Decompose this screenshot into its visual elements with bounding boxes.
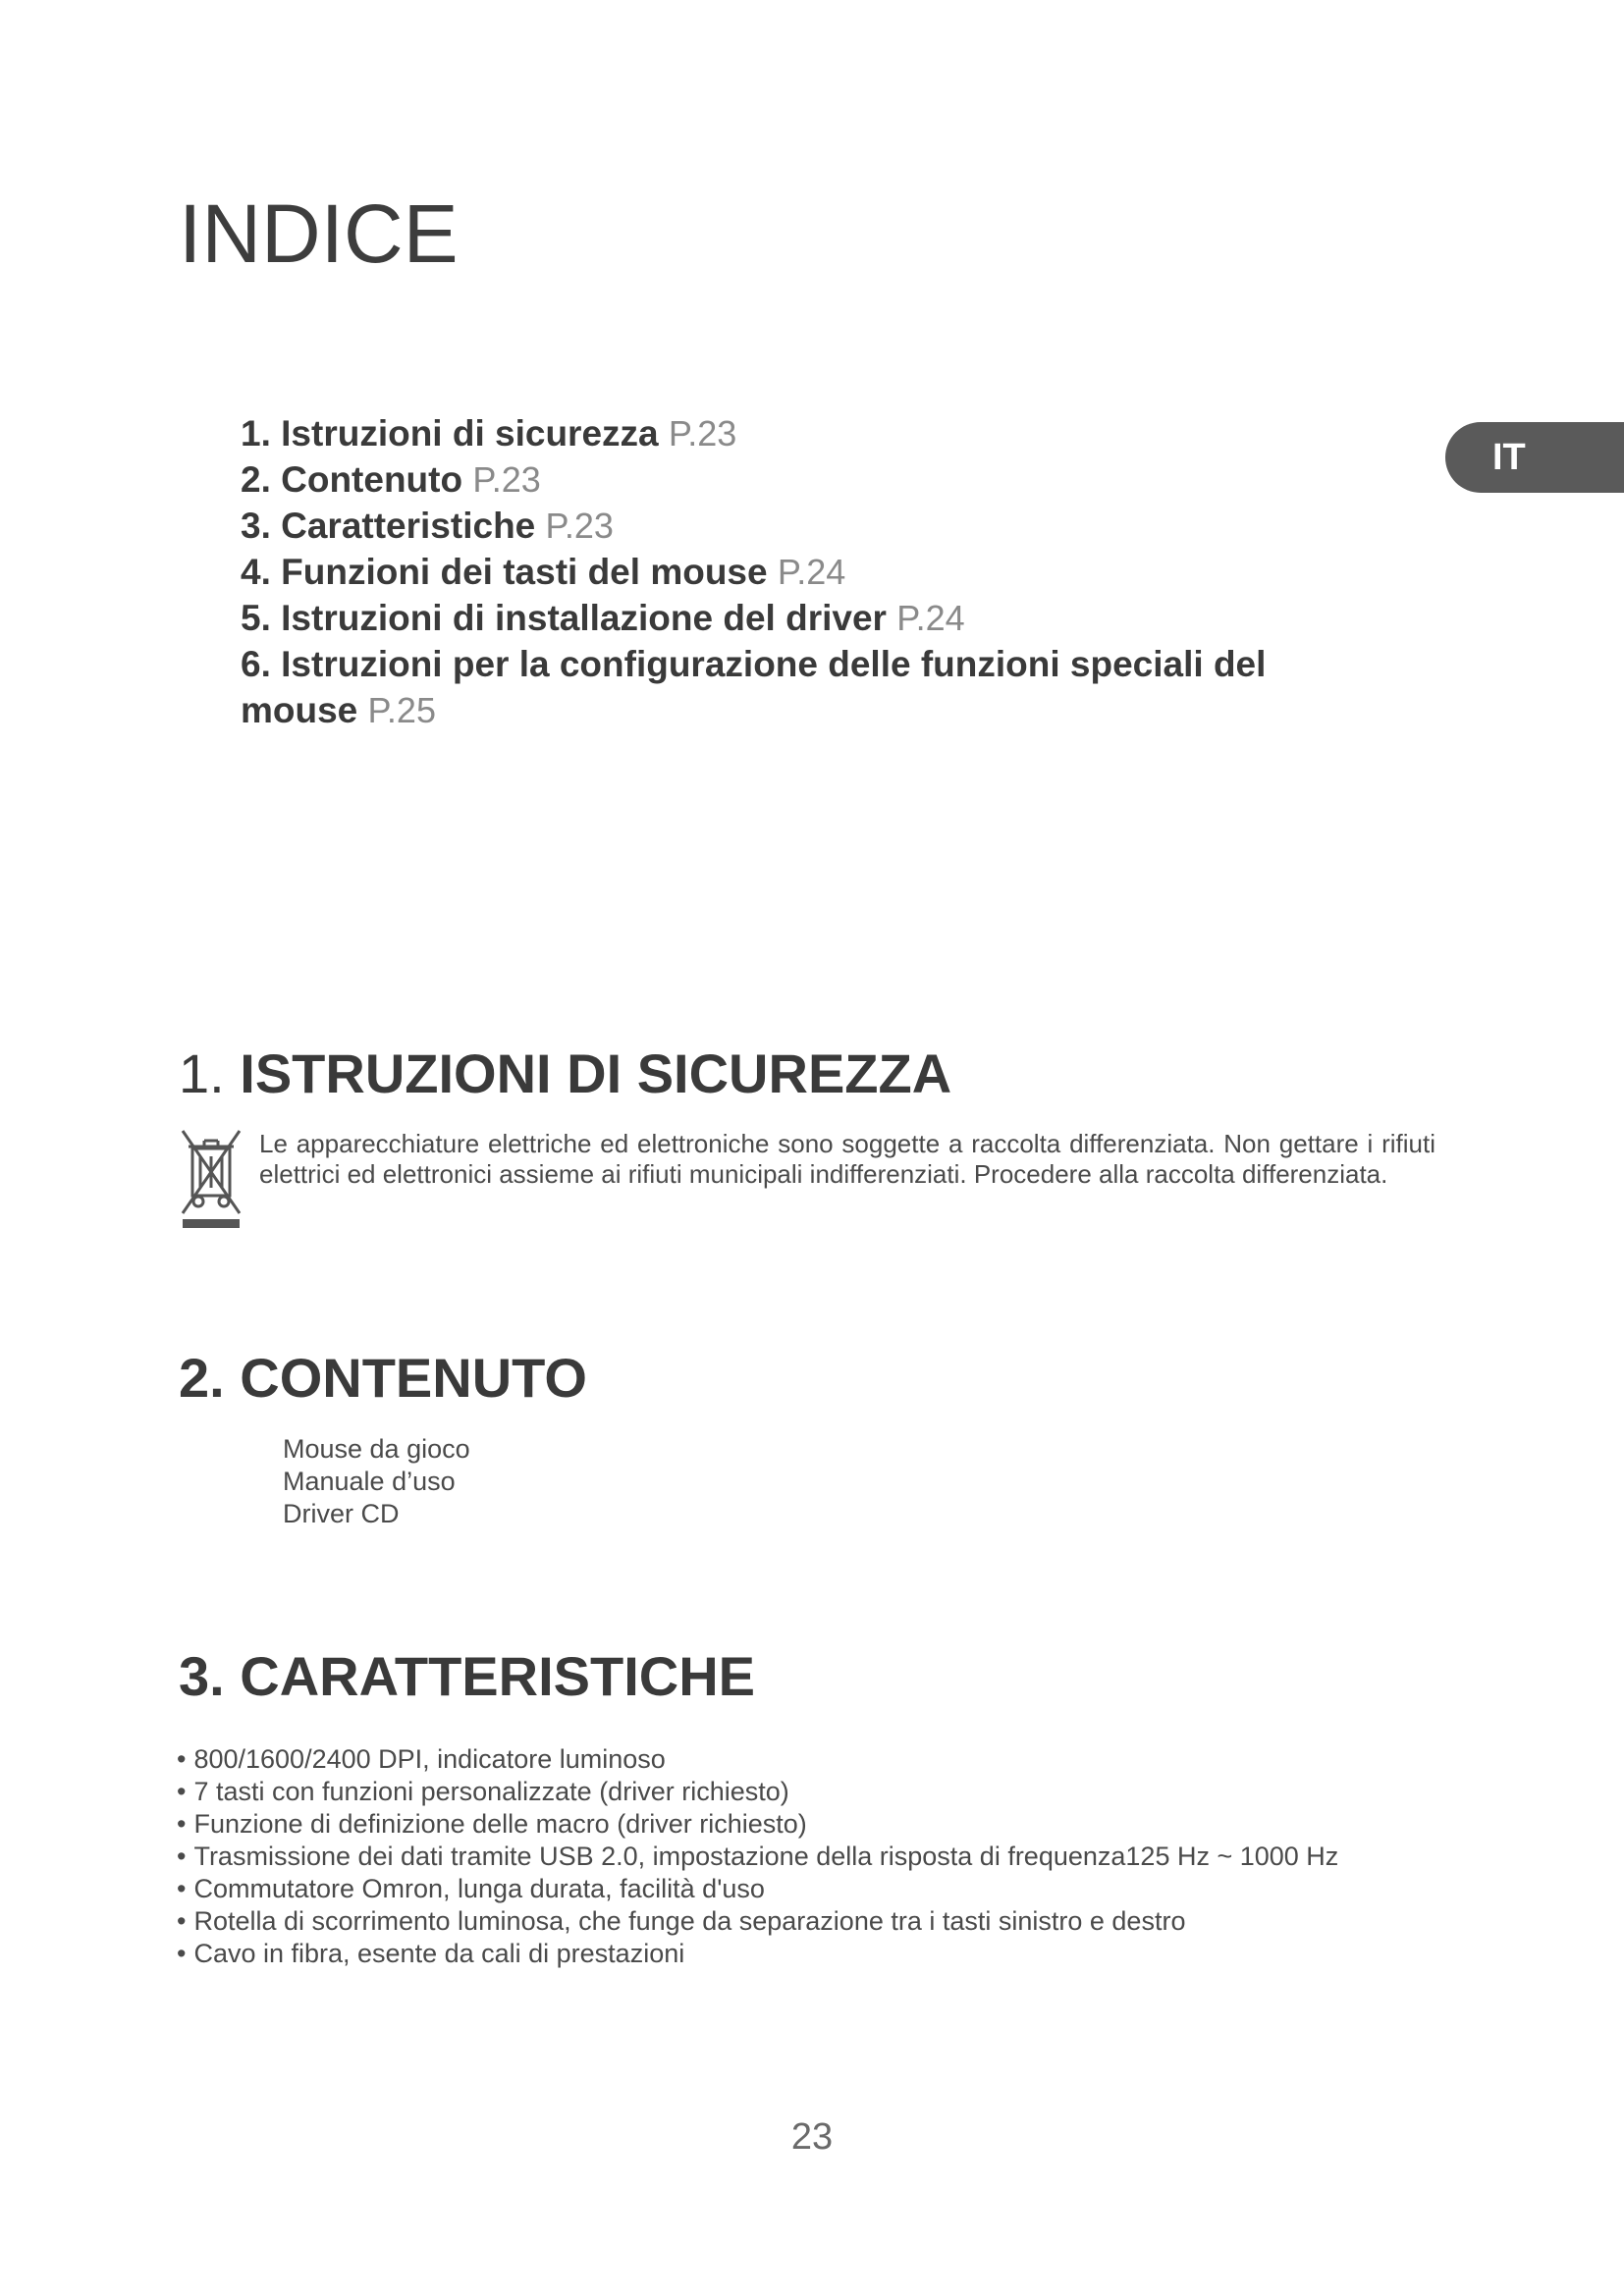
toc-item bbox=[241, 456, 1360, 503]
toc-item-label: 1. Istruzioni di sicurezza bbox=[241, 413, 659, 454]
toc-item-page: P.23 bbox=[472, 459, 541, 500]
contents-list bbox=[283, 1433, 470, 1530]
page-title: INDICE bbox=[179, 187, 459, 280]
list-item: • 7 tasti con funzioni personalizzate (driver richiesto) bbox=[177, 1776, 1453, 1808]
toc-item bbox=[241, 410, 1360, 456]
weee-crossed-bin-icon bbox=[179, 1127, 244, 1229]
toc-item bbox=[241, 503, 1360, 549]
toc-item-label: 5. Istruzioni di installazione del driver bbox=[241, 598, 887, 638]
safety-text: Le apparecchiature elettriche ed elettroniche sono soggette a raccolta differenziata. Non gettare i rifiuti elettrici ed elettronici assieme ai rifiuti municipali indifferenziati. Procedere alla raccolta differenziata. bbox=[259, 1129, 1435, 1189]
section-title-safety bbox=[179, 1042, 952, 1104]
language-tab: IT bbox=[1445, 422, 1624, 493]
list-item: • Rotella di scorrimento luminosa, che funge da separazione tra i tasti sinistro e destro bbox=[177, 1905, 1453, 1938]
toc-item bbox=[241, 641, 1360, 733]
features-list bbox=[177, 1743, 1453, 1970]
toc-item-page: P.24 bbox=[777, 552, 846, 592]
toc-item-page: P.23 bbox=[545, 506, 614, 546]
list-item: Manuale d’uso bbox=[283, 1467, 456, 1496]
page-number: 23 bbox=[790, 2116, 834, 2158]
toc-item-label: 2. Contenuto bbox=[241, 459, 463, 500]
list-item: • 800/1600/2400 DPI, indicatore luminoso bbox=[177, 1743, 1453, 1776]
list-item: • Funzione di definizione delle macro (driver richiesto) bbox=[177, 1808, 1453, 1841]
toc-item bbox=[241, 549, 1360, 595]
list-item: • Trasmissione dei dati tramite USB 2.0, impostazione della risposta di frequenza125 Hz ~ 1000 Hz bbox=[177, 1841, 1453, 1873]
toc-item-page: P.24 bbox=[896, 598, 965, 638]
list-item: Driver CD bbox=[283, 1499, 400, 1528]
toc-item-label: 4. Funzioni dei tasti del mouse bbox=[241, 552, 768, 592]
table-of-contents bbox=[241, 410, 1360, 733]
toc-item-page: P.23 bbox=[668, 413, 737, 454]
list-item: • Cavo in fibra, esente da cali di prestazioni bbox=[177, 1938, 1453, 1970]
section-number: 1. bbox=[179, 1042, 225, 1104]
list-item: • Commutatore Omron, lunga durata, facilità d'uso bbox=[177, 1873, 1453, 1905]
section-title-text: ISTRUZIONI DI SICUREZZA bbox=[240, 1042, 952, 1104]
toc-item-label: 6. Istruzioni per la configurazione delle funzioni speciali del mouse bbox=[241, 644, 1267, 730]
section-title-features: 3. CARATTERISTICHE bbox=[179, 1645, 755, 1707]
toc-item bbox=[241, 595, 1360, 641]
section-title-contents: 2. CONTENUTO bbox=[179, 1347, 587, 1409]
list-item: Mouse da gioco bbox=[283, 1434, 470, 1464]
toc-item-label: 3. Caratteristiche bbox=[241, 506, 536, 546]
toc-item-page: P.25 bbox=[367, 690, 436, 730]
